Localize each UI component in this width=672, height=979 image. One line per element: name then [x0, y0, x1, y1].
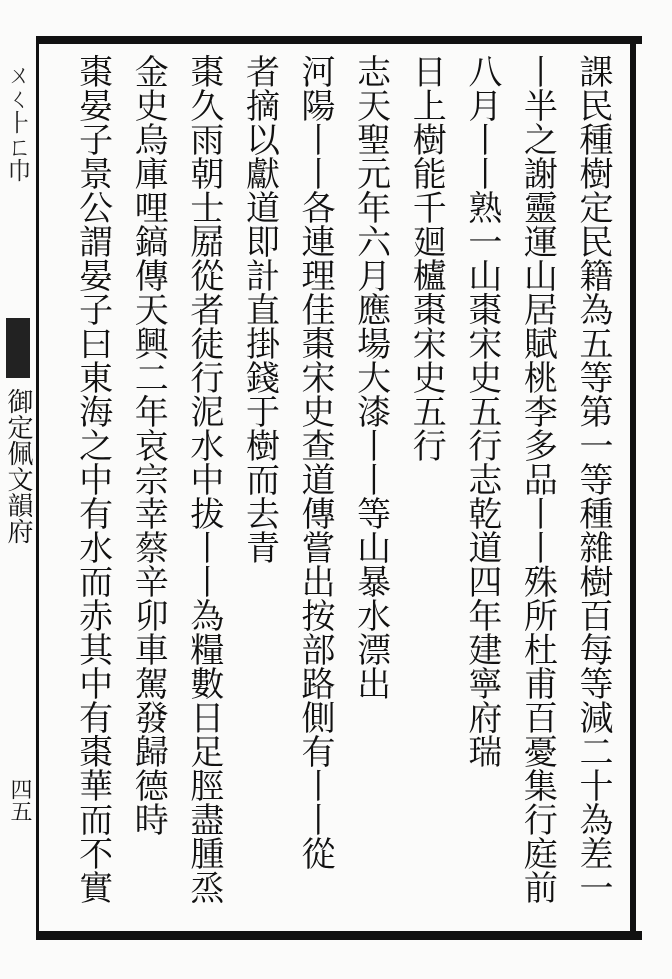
text-column-9: 金史烏庫哩鎬傳天興二年哀宗幸蔡辛卯車駕發歸德時: [128, 54, 169, 836]
text-column-2: 丨半之謝靈運山居賦桃李多品丨丨殊所杜甫百憂集行庭前: [517, 54, 558, 904]
book-title: 御定佩文韻府: [3, 388, 33, 544]
border-right: [630, 36, 636, 940]
text-column-8: 棗久雨朝士𡲢從者徒行泥水中拔丨丨為糧數日足脛盡腫烝: [183, 54, 224, 904]
text-column-3: 八月丨丨熟一山棗宋史五行志乾道四年建寧府瑞: [461, 54, 502, 768]
text-column-5: 志天聖元年六月應場大漆丨丨等山暴水漂出: [350, 54, 391, 700]
page-number: 四五: [7, 778, 32, 822]
text-column-11: [62, 54, 64, 926]
border-top: [36, 36, 642, 44]
border-left: [36, 36, 39, 940]
text-column-10: 棗晏子景公謂晏子曰東海之中有水而赤其中有棗華而不實: [72, 54, 113, 904]
margin-header-text: ㄨㄑ⺊ㄈ⼱: [3, 62, 31, 182]
fishtail-block: [6, 318, 30, 378]
page-margin: [2, 58, 34, 928]
border-bottom: [36, 931, 642, 940]
main-text: [62, 54, 620, 926]
text-column-7: 者摘以獻道即計直掛錢于樹而去青: [239, 54, 280, 564]
text-column-1: 課民種樹定民籍為五等第一等種雜樹百每等減二十為差一: [573, 54, 613, 904]
text-column-4: 日上樹能千廻櫨棗宋史五行: [406, 54, 447, 462]
text-column-6: 河陽丨丨各連理佳棗宋史查道傳嘗出按部路側有丨丨從: [295, 54, 336, 870]
